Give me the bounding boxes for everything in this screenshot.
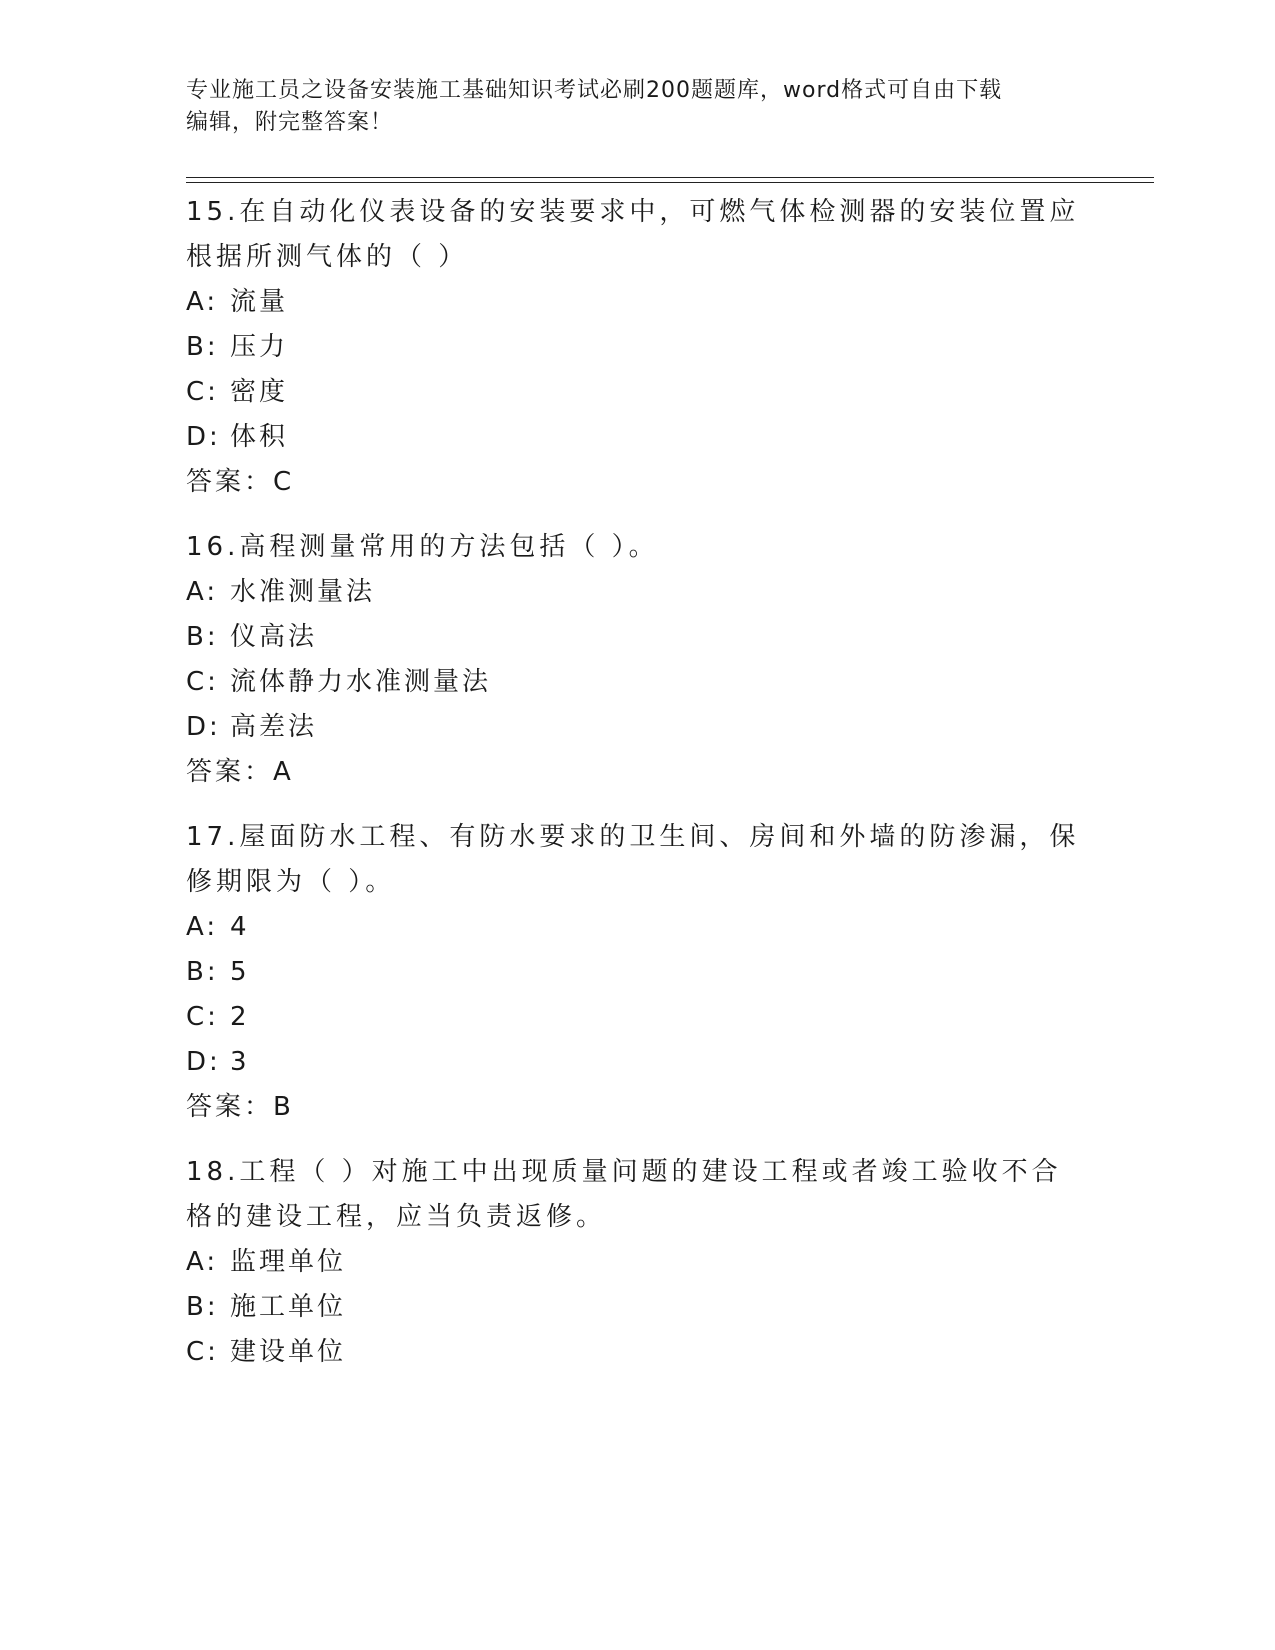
header-line-2: 编辑，附完整答案！	[186, 110, 394, 135]
option-text: 3	[230, 1047, 250, 1077]
option-text: 体积	[230, 422, 289, 452]
option-a	[186, 570, 1086, 615]
option-letter: C:	[186, 667, 219, 697]
option-letter: B:	[186, 622, 219, 652]
answer-line: 答案：A	[186, 757, 294, 787]
header-rule-top	[186, 177, 1154, 178]
option-text: 5	[230, 957, 250, 987]
option-text: 4	[230, 912, 250, 942]
option-letter: C:	[186, 377, 219, 407]
option-text: 流量	[230, 287, 289, 317]
question-16	[186, 525, 1086, 795]
option-text: 压力	[230, 332, 289, 362]
question-stem: 16.高程测量常用的方法包括（ ）。	[186, 532, 659, 562]
option-text: 密度	[230, 377, 289, 407]
question-stem: 17.屋面防水工程、有防水要求的卫生间、房间和外墙的防渗漏，保修期限为（ ）。	[186, 822, 1080, 897]
option-letter: A:	[186, 577, 219, 607]
option-b	[186, 1285, 1086, 1330]
option-b	[186, 325, 1086, 370]
option-b	[186, 615, 1086, 660]
option-c	[186, 1330, 1086, 1375]
option-d	[186, 415, 1086, 460]
option-a	[186, 280, 1086, 325]
option-letter: D:	[186, 712, 221, 742]
answer-line: 答案：C	[186, 467, 295, 497]
option-b	[186, 950, 1086, 995]
option-text: 监理单位	[230, 1247, 347, 1277]
question-15	[186, 190, 1086, 505]
option-letter: A:	[186, 912, 219, 942]
question-stem: 18.工程（ ）对施工中出现质量问题的建设工程或者竣工验收不合格的建设工程，应当负责返修。	[186, 1157, 1062, 1232]
header-line-1: 专业施工员之设备安装施工基础知识考试必刷200题题库，word格式可自由下载	[186, 78, 1003, 103]
option-letter: A:	[186, 1247, 219, 1277]
option-c	[186, 660, 1086, 705]
option-letter: B:	[186, 957, 219, 987]
question-18	[186, 1150, 1086, 1375]
option-a	[186, 905, 1086, 950]
option-text: 流体静力水准测量法	[230, 667, 492, 697]
option-c	[186, 370, 1086, 415]
option-text: 建设单位	[230, 1337, 347, 1367]
header-rule-bottom	[186, 182, 1154, 183]
option-text: 仪高法	[230, 622, 318, 652]
question-17	[186, 815, 1086, 1130]
option-letter: B:	[186, 332, 219, 362]
question-list	[186, 190, 1086, 1395]
option-letter: A:	[186, 287, 219, 317]
question-stem: 15.在自动化仪表设备的安装要求中，可燃气体检测器的安装位置应根据所测气体的（ ）	[186, 197, 1080, 272]
option-letter: C:	[186, 1337, 219, 1367]
option-d	[186, 1040, 1086, 1085]
document-header	[186, 75, 1066, 139]
answer-line: 答案：B	[186, 1092, 294, 1122]
option-a	[186, 1240, 1086, 1285]
option-text: 高差法	[230, 712, 318, 742]
option-c	[186, 995, 1086, 1040]
option-letter: C:	[186, 1002, 219, 1032]
option-text: 施工单位	[230, 1292, 347, 1322]
option-letter: D:	[186, 422, 221, 452]
option-letter: B:	[186, 1292, 219, 1322]
option-text: 2	[230, 1002, 250, 1032]
option-letter: D:	[186, 1047, 221, 1077]
option-text: 水准测量法	[230, 577, 376, 607]
option-d	[186, 705, 1086, 750]
